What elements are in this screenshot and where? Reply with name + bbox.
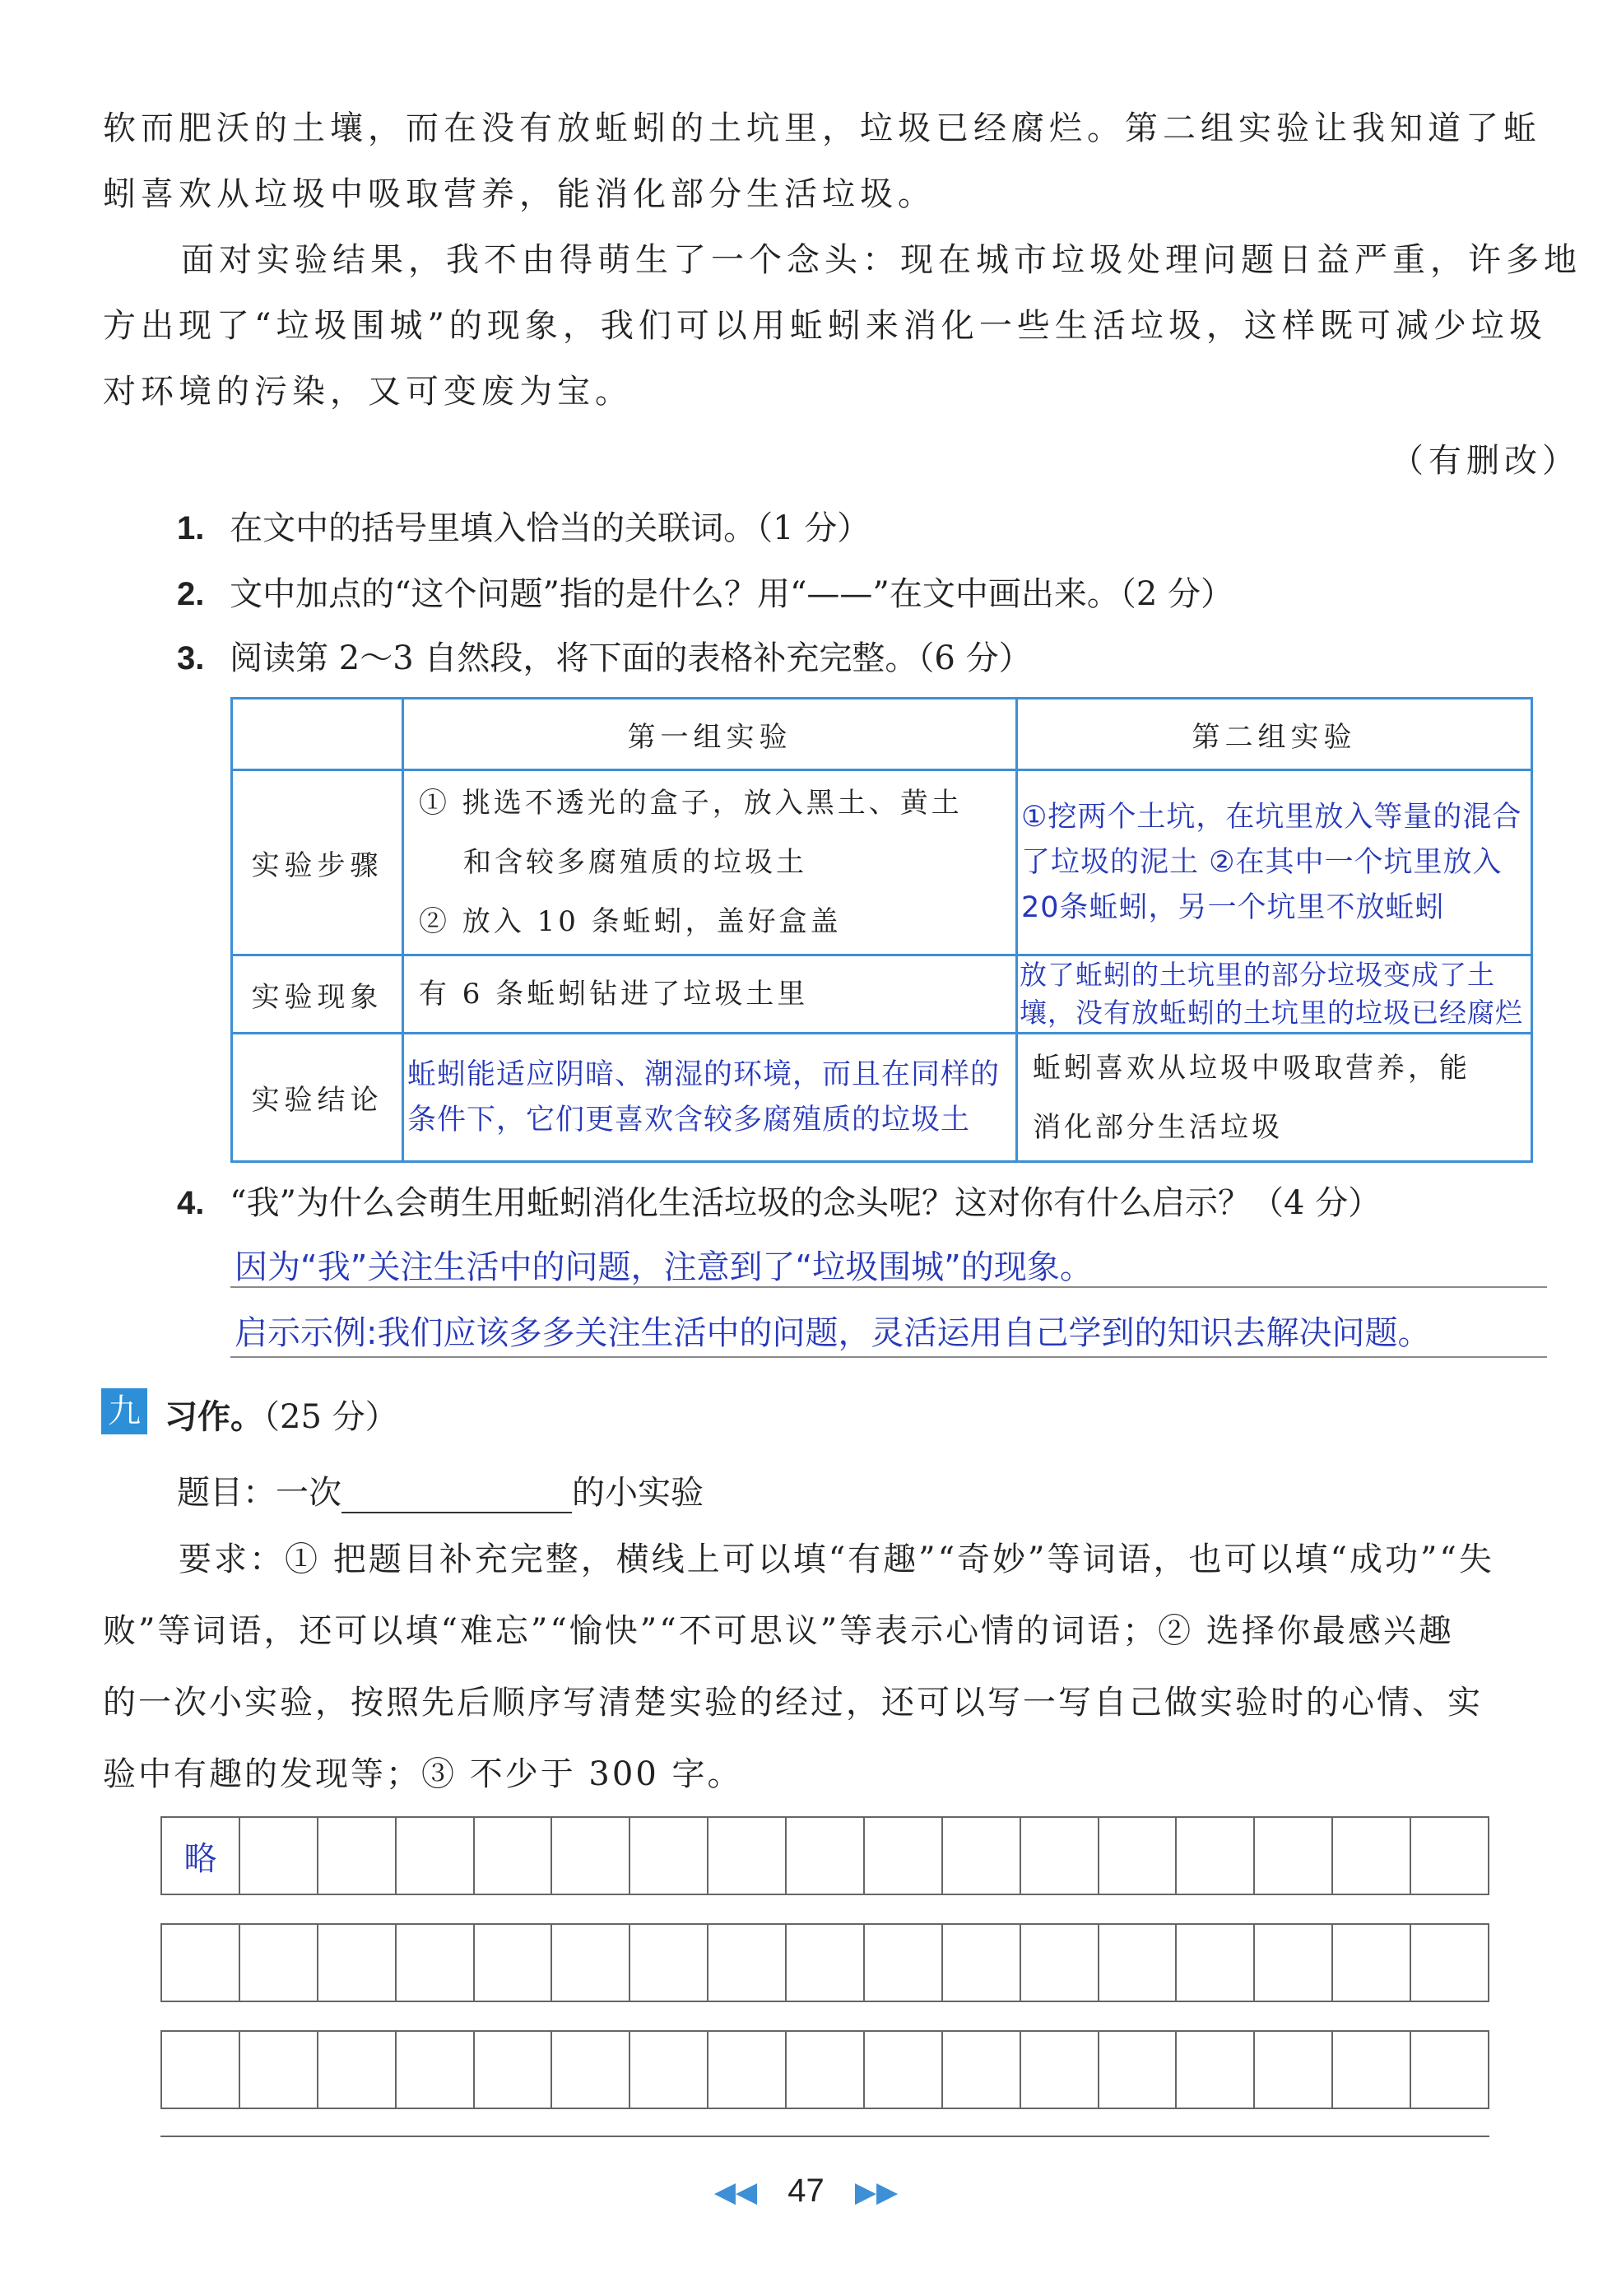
requirement-line: 败”等词语，还可以填“难忘”“愉快”“不可思议”等表示心情的词语；② 选择你最感兴趣: [103, 1612, 1454, 1650]
passage-paragraph-1: [103, 95, 1541, 227]
grid-cell: [318, 1925, 397, 2001]
grid-cell: [240, 1925, 318, 2001]
grid-cell: [1099, 2032, 1178, 2108]
table-row: [232, 955, 1532, 1034]
grid-cell: [708, 1818, 787, 1894]
row-label: 实验结论: [232, 1034, 403, 1162]
topic-suffix: 的小实验: [572, 1474, 704, 1512]
grid-cell: [1255, 1818, 1333, 1894]
question-number: 4.: [177, 1185, 205, 1221]
grid-cell: [1255, 2032, 1333, 2108]
answer-underline: [230, 1356, 1547, 1358]
grid-row: [160, 2030, 1489, 2109]
grid-cell: [787, 1818, 865, 1894]
row-label: 实验步骤: [232, 770, 403, 955]
grid-cell: [943, 1818, 1021, 1894]
question-number: 2.: [177, 576, 205, 612]
grid-cell: [865, 1925, 943, 2001]
requirement-line: 验中有趣的发现等；③ 不少于 300 字。: [103, 1755, 743, 1793]
question-4: [177, 1177, 1381, 1224]
section-score: （25 分）: [263, 1398, 398, 1436]
grid-cell: [630, 2032, 708, 2108]
grid-cell: [1099, 1925, 1178, 2001]
row-label: 实验现象: [232, 955, 403, 1034]
table-row: [232, 770, 1532, 955]
grid-cell: [475, 2032, 553, 2108]
grid-bottom-line: [160, 2136, 1489, 2137]
requirement-line: 要求：① 把题目补充完整，横线上可以填“有趣”“奇妙”等词语，也可以填“成功”“失: [179, 1541, 1494, 1578]
grid-cell: [240, 2032, 318, 2108]
conclusion-line: 消化部分生活垃圾: [1033, 1110, 1283, 1144]
grid-cell: [943, 2032, 1021, 2108]
grid-cell: [1021, 1818, 1099, 1894]
grid-cell: [475, 1818, 553, 1894]
group2-steps-answer: ①挖两个土坑，在坑里放入等量的混合了垃圾的泥土 ②在其中一个坑里放入20条蚯蚓，另一个坑里不放蚯蚓: [1017, 770, 1532, 955]
page-footer: [0, 2173, 1612, 2210]
grid-cell: [1021, 2032, 1099, 2108]
grid-row: [160, 1816, 1489, 1895]
group1-conclusion-answer: 蚯蚓能适应阴暗、潮湿的环境，而且在同样的条件下，它们更喜欢含较多腐殖质的垃圾土: [403, 1034, 1017, 1162]
experiment-table: [230, 697, 1533, 1163]
source-note: （有删改）: [1391, 442, 1580, 480]
text-line: 方出现了“垃圾围城”的现象，我们可以用蚯蚓来消化一些生活垃圾，这样既可减少垃圾: [103, 307, 1547, 345]
step-line: 和含较多腐殖质的垃圾土: [463, 846, 807, 879]
table-row: [232, 1034, 1532, 1162]
next-arrow-icon: ▶▶: [854, 2177, 899, 2208]
prev-arrow-icon: ◀◀: [713, 2177, 758, 2208]
grid-cell: [475, 1925, 553, 2001]
group1-phenomenon: 有 6 条蚯蚓钻进了垃圾土里: [403, 955, 1017, 1034]
grid-cell: [1333, 2032, 1411, 2108]
grid-cell: [630, 1818, 708, 1894]
question-3: [177, 632, 1032, 679]
section-title: [165, 1391, 398, 1438]
topic-prefix: 题目：一次: [177, 1474, 341, 1512]
grid-cell: [943, 1925, 1021, 2001]
grid-cell: [708, 1925, 787, 2001]
grid-cell: [1021, 1925, 1099, 2001]
grid-cell: [397, 2032, 475, 2108]
question-1: [177, 502, 870, 549]
grid-cell: [1333, 1818, 1411, 1894]
grid-row: [160, 1923, 1489, 2002]
table-header-group1: 第一组实验: [403, 699, 1017, 770]
text-line: 对环境的污染，又可变废为宝。: [103, 373, 633, 411]
grid-cell: [552, 2032, 630, 2108]
grid-cell: [1333, 1925, 1411, 2001]
grid-cell: [630, 1925, 708, 2001]
passage-paragraph-2: [103, 227, 1582, 425]
grid-cell: [1411, 1925, 1488, 2001]
section-number-badge: 九: [101, 1388, 147, 1434]
group2-phenomenon-answer: 放了蚯蚓的土坑里的部分垃圾变成了土壤，没有放蚯蚓的土坑里的垃圾已经腐烂: [1017, 955, 1532, 1034]
essay-topic: [177, 1466, 704, 1513]
grid-cell: [708, 2032, 787, 2108]
table-header-row: [232, 699, 1532, 770]
grid-cell: [1411, 1818, 1488, 1894]
grid-cell: [162, 2032, 240, 2108]
question-text: 阅读第 2～3 自然段，将下面的表格补充完整。（6 分）: [230, 639, 1032, 677]
grid-cell: [318, 2032, 397, 2108]
grid-cell: [552, 1925, 630, 2001]
page-number: 47: [787, 2173, 825, 2209]
grid-cell: [1255, 1925, 1333, 2001]
question-text: 文中加点的“这个问题”指的是什么？用“——”在文中画出来。（2 分）: [230, 575, 1234, 613]
group2-conclusion: [1017, 1034, 1532, 1162]
grid-cell: [1177, 1818, 1255, 1894]
question-number: 1.: [177, 510, 205, 546]
question-text: “我”为什么会萌生用蚯蚓消化生活垃圾的念头呢？这对你有什么启示？（4 分）: [230, 1184, 1382, 1222]
essay-requirements: [103, 1524, 1494, 1810]
table-header-blank: [232, 699, 403, 770]
grid-cell: [397, 1925, 475, 2001]
grid-cell: 略: [162, 1818, 240, 1894]
question-text: 在文中的括号里填入恰当的关联词。（1 分）: [230, 509, 871, 547]
grid-cell: [865, 2032, 943, 2108]
grid-cell: [1099, 1818, 1178, 1894]
answer-underline: [230, 1286, 1547, 1288]
requirement-line: 的一次小实验，按照先后顺序写清楚实验的经过，还可以写一写自己做实验时的心情、实: [103, 1684, 1483, 1722]
conclusion-line: 蚯蚓喜欢从垃圾中吸取营养，能: [1033, 1051, 1470, 1085]
section-title-text: 习作。: [165, 1398, 263, 1436]
grid-cell: [397, 1818, 475, 1894]
grid-cell: [1177, 2032, 1255, 2108]
writing-grid: [160, 1816, 1489, 2137]
grid-cell: [1177, 1925, 1255, 2001]
grid-cell: [787, 1925, 865, 2001]
grid-cell: [552, 1818, 630, 1894]
grid-cell: [162, 1925, 240, 2001]
step-line: ② 放入 10 条蚯蚓，盖好盒盖: [419, 905, 842, 938]
q4-answer-1: 因为“我”关注生活中的问题，注意到了“垃圾围城”的现象。: [235, 1248, 1093, 1286]
text-line: 蚓喜欢从垃圾中吸取营养，能消化部分生活垃圾。: [103, 175, 936, 213]
step-line: ① 挑选不透光的盒子，放入黑土、黄土: [419, 787, 963, 820]
grid-cell: [787, 2032, 865, 2108]
grid-cell: [865, 1818, 943, 1894]
question-number: 3.: [177, 640, 205, 676]
grid-cell: [240, 1818, 318, 1894]
table-header-group2: 第二组实验: [1017, 699, 1532, 770]
group1-steps: [403, 770, 1017, 955]
q4-answer-2: 启示示例:我们应该多多关注生活中的问题，灵活运用自己学到的知识去解决问题。: [235, 1314, 1431, 1352]
grid-cell: [1411, 2032, 1488, 2108]
text-line: 软而肥沃的土壤，而在没有放蚯蚓的土坑里，垃圾已经腐烂。第二组实验让我知道了蚯: [103, 109, 1541, 147]
grid-cell: [318, 1818, 397, 1894]
topic-blank: [341, 1479, 572, 1513]
text-line: 面对实验结果，我不由得萌生了一个念头：现在城市垃圾处理问题日益严重，许多地: [181, 241, 1582, 279]
question-2: [177, 568, 1233, 615]
